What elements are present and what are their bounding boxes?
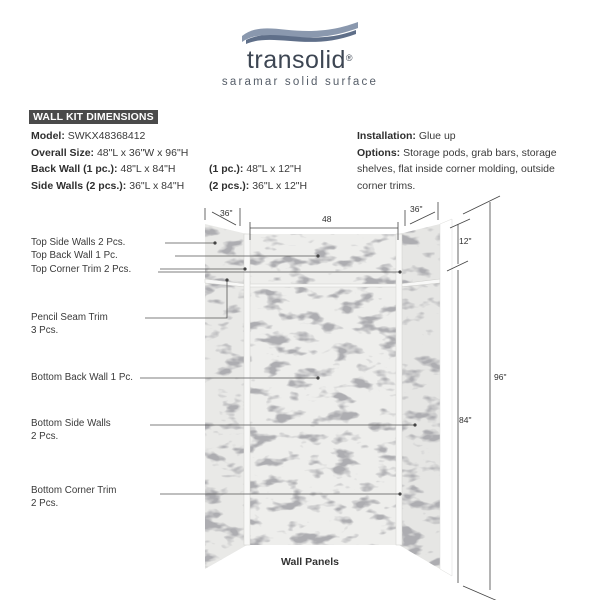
dim-bottom-height: 84" — [459, 415, 472, 425]
spec-side-walls: Side Walls (2 pcs.): 36"L x 84"H (2 pcs.): 36"L x 12"H — [31, 178, 188, 195]
right-edge-flap — [440, 219, 452, 576]
spec-back-wall: Back Wall (1 pc.): 48"L x 84"H (1 pc.): 48"L x 12"H — [31, 161, 188, 178]
dim-top-height: 12" — [459, 236, 472, 246]
spec-back-wall-top: (1 pc.): 48"L x 12"H — [209, 163, 302, 175]
callout-bottom-back-wall: Bottom Back Wall 1 Pc. — [31, 372, 133, 383]
spec-installation: Installation: Glue up — [357, 130, 456, 142]
spec-model: Model: SWKX48368412 — [31, 130, 146, 142]
section-title: WALL KIT DIMENSIONS — [29, 110, 158, 124]
spec-overall: Overall Size: 48"L x 36"W x 96"H — [31, 146, 189, 159]
brand-tagline: saramar solid surface — [221, 76, 379, 88]
dim-back-width: 48 — [322, 214, 332, 224]
callout-bottom-side-walls: Bottom Side Walls 2 Pcs. — [31, 418, 111, 442]
diagram-caption: Wall Panels — [281, 556, 339, 568]
dim-side-right: 36" — [410, 204, 423, 214]
left-side-wall — [205, 224, 247, 569]
callout-pencil-seam: Pencil Seam Trim 3 Pcs. — [31, 312, 108, 336]
callout-top-side-walls: Top Side Walls 2 Pcs. — [31, 237, 126, 248]
callout-top-corner-trim: Top Corner Trim 2 Pcs. — [31, 264, 132, 275]
back-wall — [247, 234, 399, 545]
spec-options: Options: Storage pods, grab bars, storage shelves, flat inside corner molding, outside corner trims. — [357, 146, 557, 192]
dim-total-height: 96" — [494, 372, 507, 382]
right-side-wall — [399, 224, 440, 569]
callout-top-back-wall: Top Back Wall 1 Pc. — [31, 250, 118, 261]
callout-bottom-corner-trim: Bottom Corner Trim 2 Pcs. — [31, 485, 117, 509]
spec-side-walls-top: (2 pcs.): 36"L x 12"H — [209, 179, 308, 192]
dim-side-left: 36" — [220, 208, 233, 218]
registered-mark: ® — [345, 53, 354, 63]
brand-name: transolid® — [246, 46, 354, 74]
